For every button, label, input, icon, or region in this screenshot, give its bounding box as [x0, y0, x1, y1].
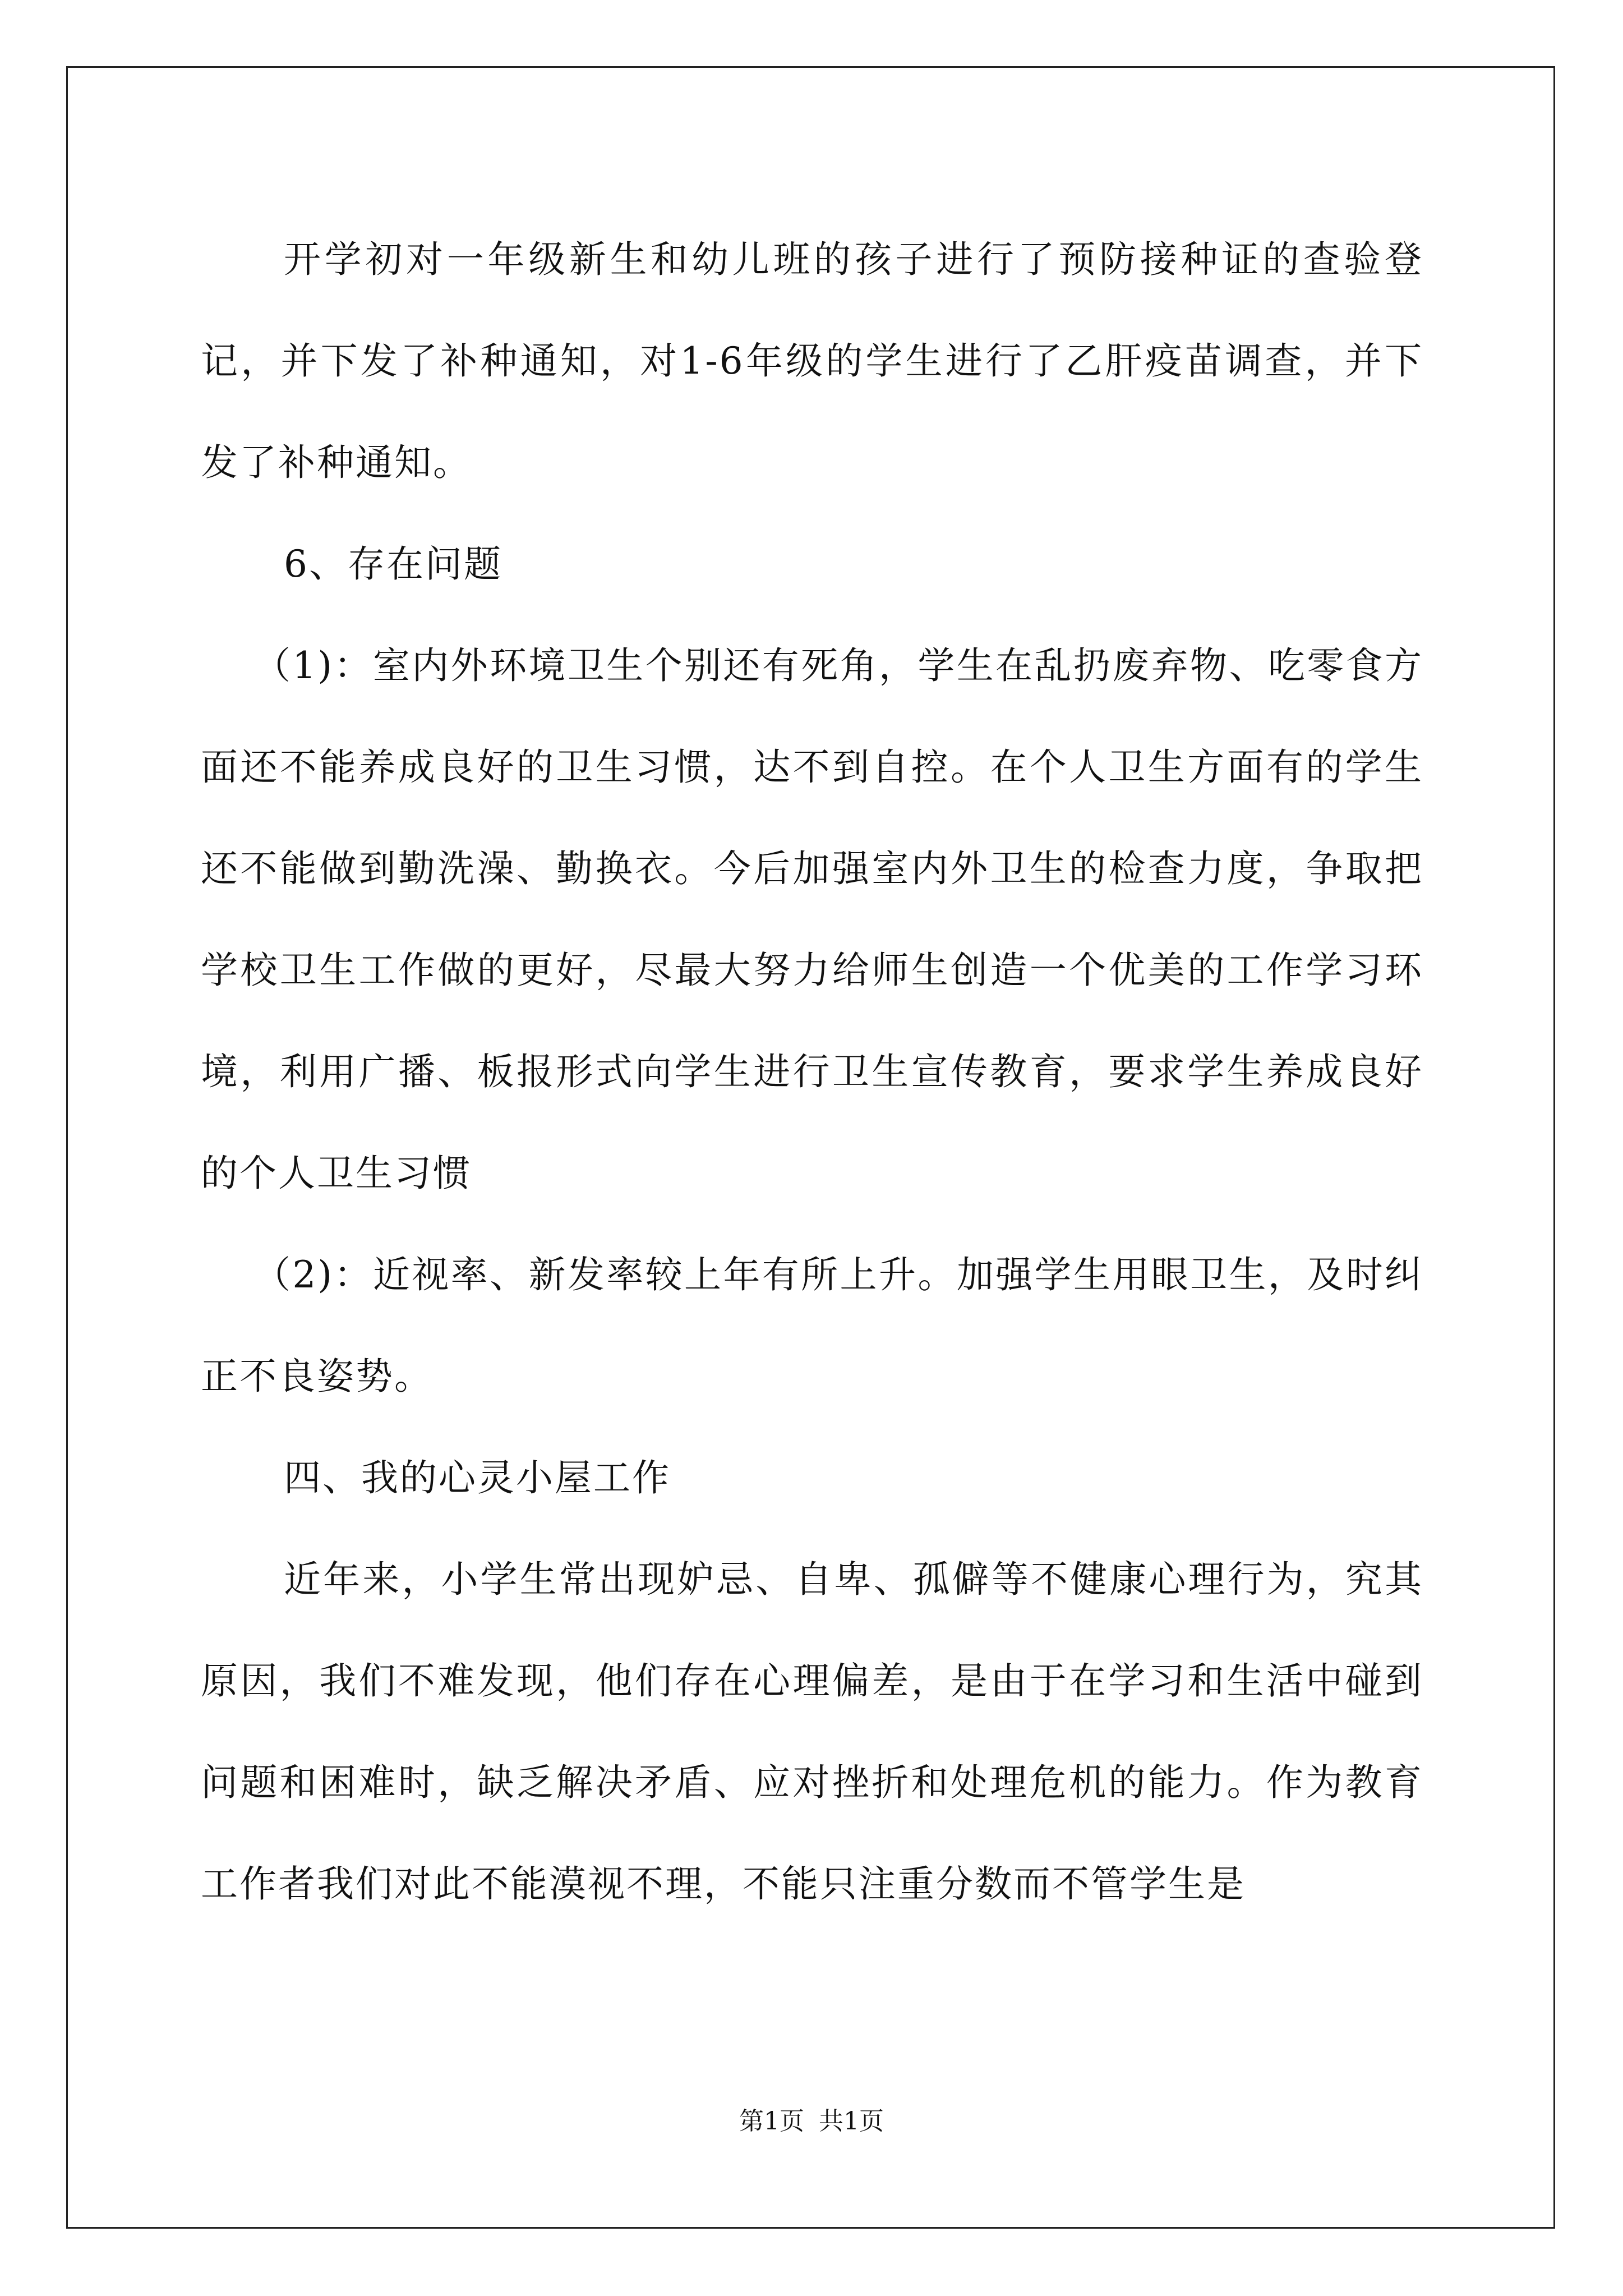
page-number: 第1页: [739, 2107, 804, 2136]
paragraph-psychology: 近年来，小学生常出现妒忌、自卑、孤僻等不健康心理行为，究其原因，我们不难发现，他们存在心理偏差，是由于在学习和生活中碰到问题和困难时，缺乏解决矛盾、应对挫折和处理危机的能力。作为教育工作者我们对此不能漠视不理，不能只注重分数而不管学生是: [201, 1558, 1423, 1906]
heading-heart-room: 四、我的心灵小屋工作: [284, 1456, 671, 1499]
paragraph-problem-1: （1)：室内外环境卫生个别还有死角，学生在乱扔废弃物、吃零食方面还不能养成良好的卫生习惯，达不到自控。在个人卫生方面有的学生还不能做到勤洗澡、勤换衣。今后加强室内外卫生的检查力度，争取把学校卫生工作做的更好，尽最大努力给师生创造一个优美的工作学习环境，利用广播、板报形式向学生进行卫生宣传教育，要求学生养成良好的个人卫生习惯: [201, 644, 1423, 1195]
paragraph-problem-2: （2)：近视率、新发率较上年有所上升。加强学生用眼卫生，及时纠正不良姿势。: [201, 1253, 1423, 1398]
page-total: 共1页: [819, 2107, 884, 2136]
paragraph-vaccination-check: 开学初对一年级新生和幼儿班的孩子进行了预防接种证的查验登记，并下发了补种通知，对1-6年级的学生进行了乙肝疫苗调查，并下发了补种通知。: [201, 238, 1423, 484]
document-body: [201, 209, 1423, 1935]
heading-existing-problems: 6、存在问题: [284, 542, 502, 586]
page-footer: [0, 2105, 1623, 2138]
